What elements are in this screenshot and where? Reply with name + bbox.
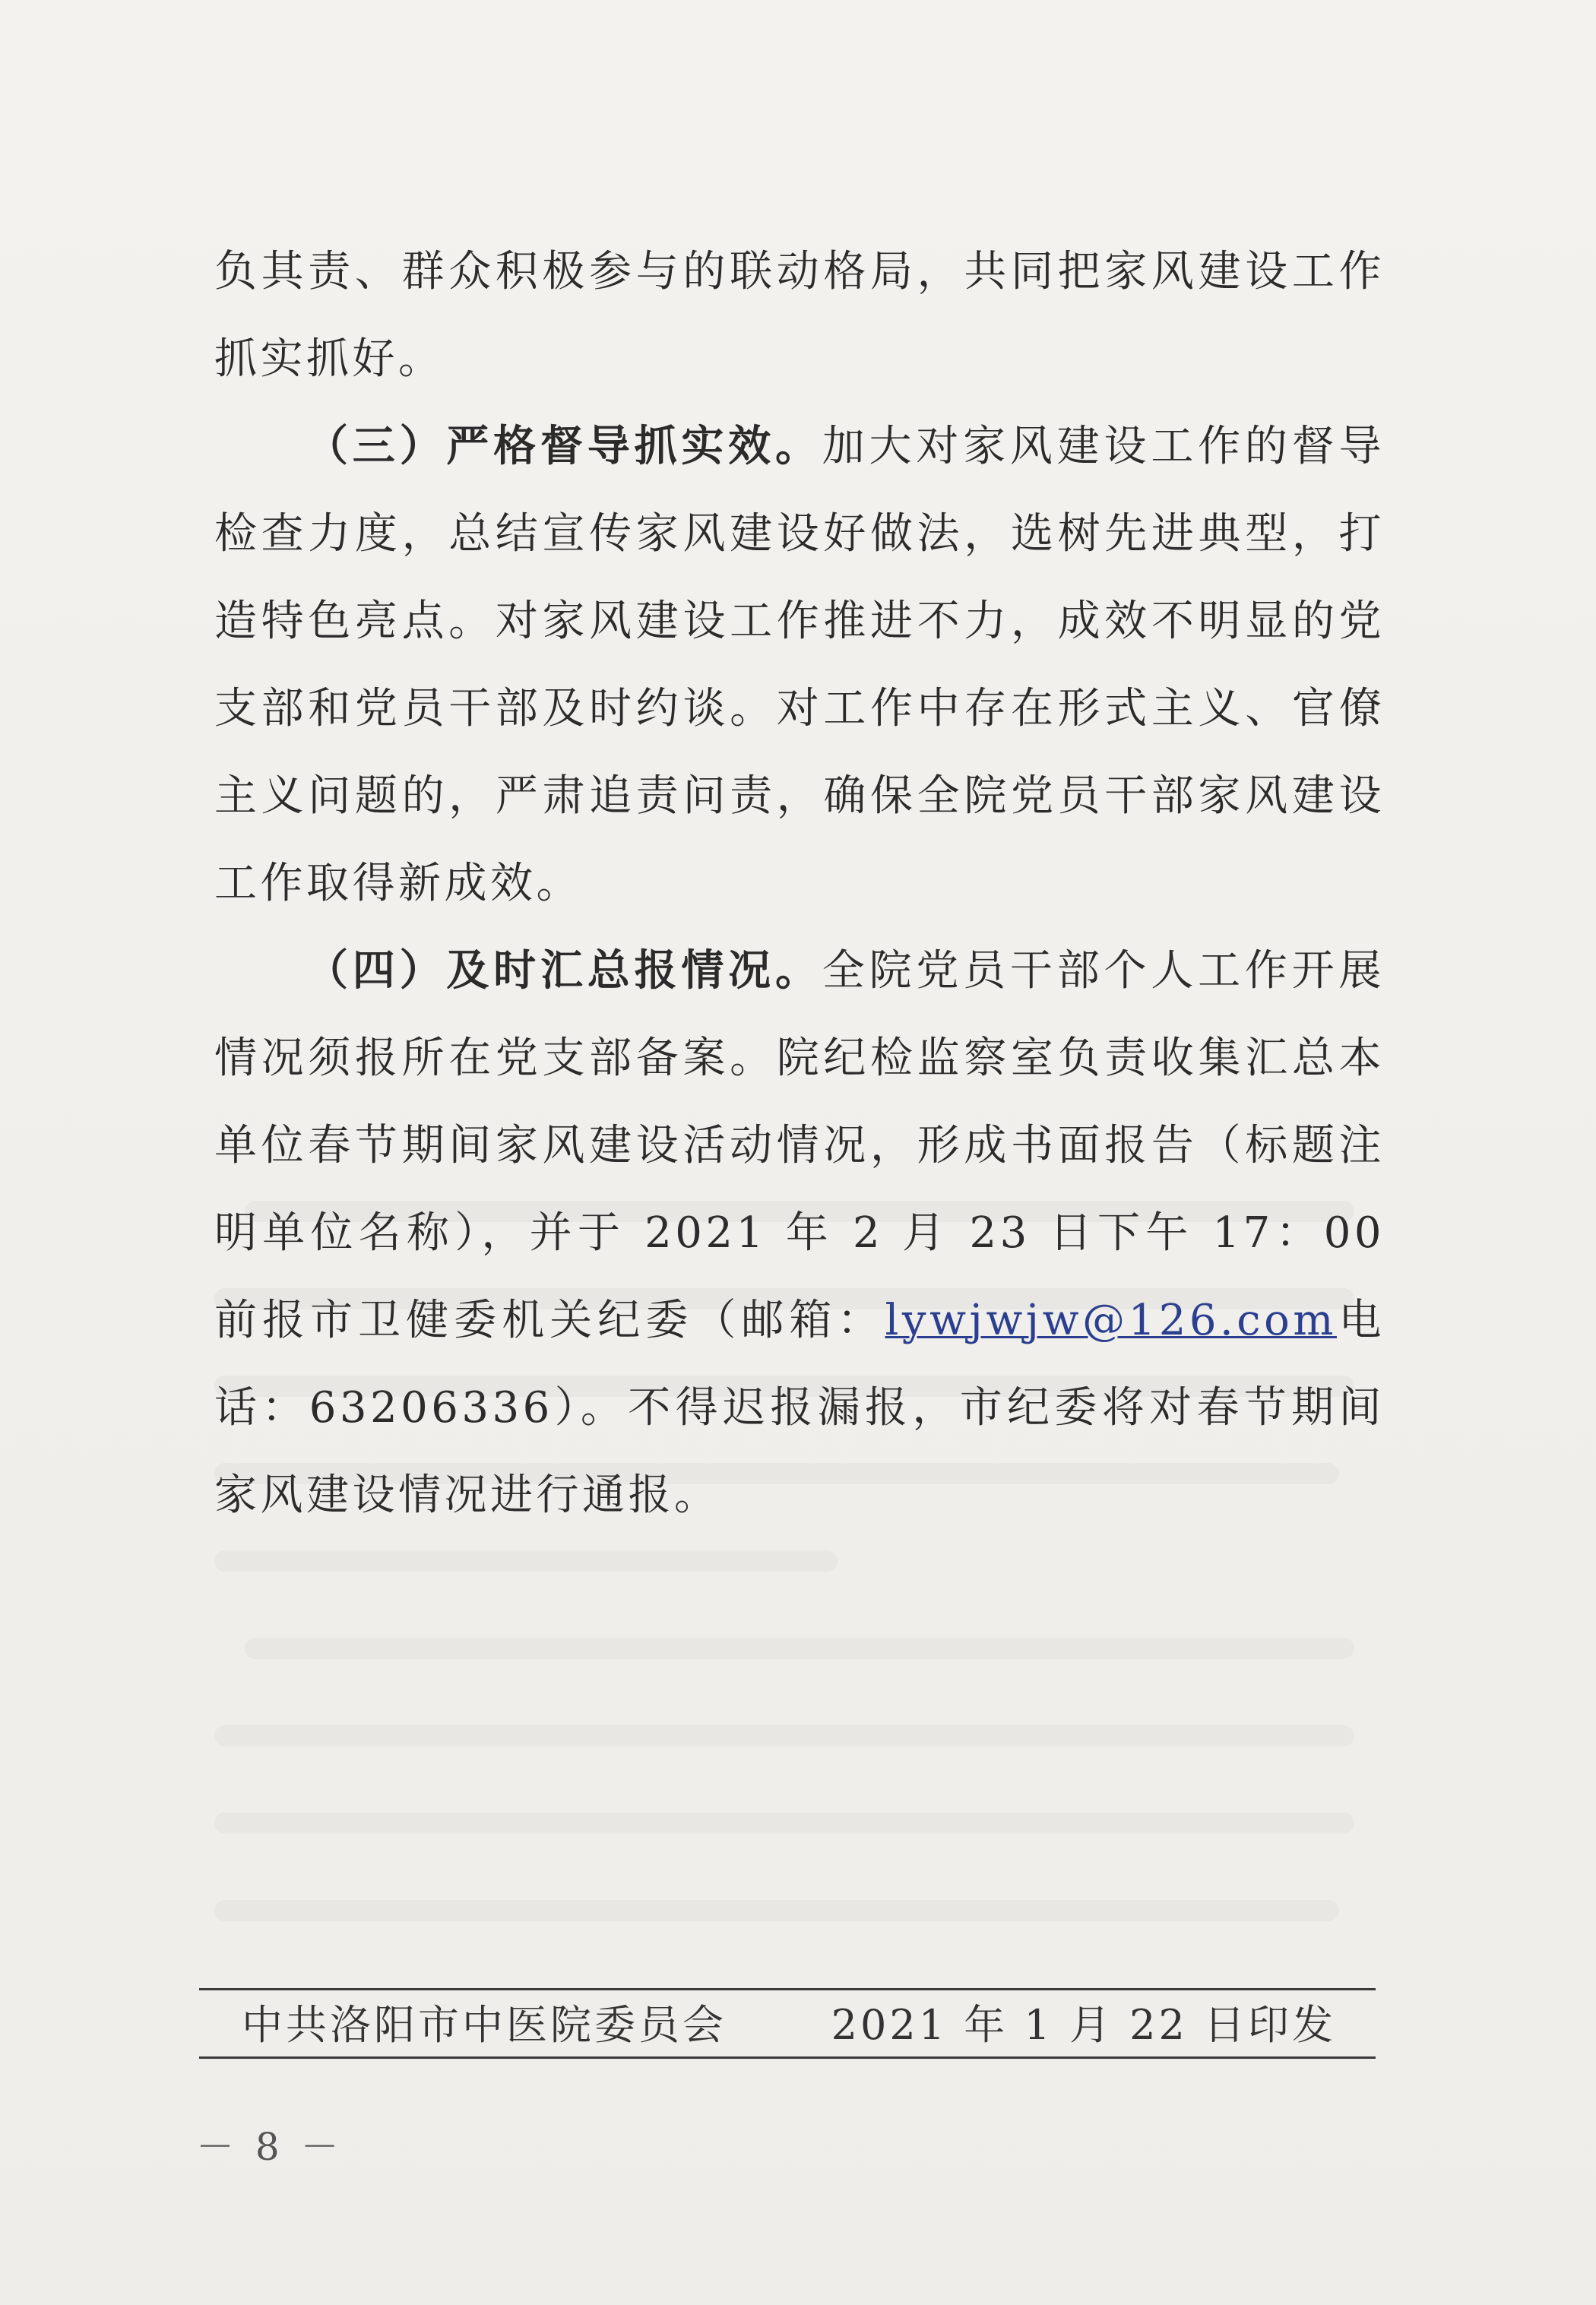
bleed-through-line (214, 1725, 1354, 1746)
section-heading: （三）严格督导抓实效。 (306, 421, 822, 471)
bleed-through-texture (214, 1186, 1385, 1946)
issue-date: 2021 年 1 月 22 日印发 (831, 2001, 1336, 2049)
bleed-through-line (214, 1463, 1339, 1484)
paragraph-supervision (214, 403, 1385, 927)
section-heading: （四）及时汇总报情况。 (306, 945, 822, 996)
email-link[interactable]: lywjwjw@126.com (885, 1296, 1337, 1345)
paragraph-text: 负其责、群众积极参与的联动格局，共同把家风建设工作抓实抓好。 (214, 247, 1385, 384)
bleed-through-line (214, 1288, 1354, 1309)
bleed-through-line (214, 1900, 1339, 1921)
bleed-through-line (245, 1201, 1354, 1222)
bleed-through-line (214, 1376, 1354, 1397)
paragraph-text: 加大对家风建设工作的督导检查力度，总结宣传家风建设好做法，选树先进典型，打造特色亮点。对家风建设工作推进不力，成效不明显的党支部和党员干部及时约谈。对工作中存在形式主义、官僚主义问题的，严肃追责问责，确保全院党员干部家风建设工作取得新成效。 (214, 422, 1385, 908)
paragraph-text: 全院党员干部个人工作开展情况须报所在党支部备案。院纪检监察室负责收集汇总本单位春节期间家风建设活动情况，形成书面报告（标题注明单位名称），并于 2021 年 2 月 23 日下午 17：00 前报市卫健委机关纪委（邮箱： (214, 946, 1385, 1345)
bleed-through-line (214, 1550, 838, 1572)
paragraph-text: 电话：63206336）。不得迟报漏报，市纪委将对春节期间家风建设情况进行通报。 (214, 1296, 1385, 1520)
issuer-name: 中共洛阳市中医院委员会 (242, 2001, 727, 2049)
bleed-through-line (214, 1813, 1354, 1834)
bleed-through-line (245, 1638, 1354, 1659)
paragraph-continuation (214, 228, 1385, 403)
footer-top-rule (199, 1988, 1376, 1990)
footer-bottom-rule (199, 2056, 1376, 2059)
page-number: － 8 － (196, 2125, 344, 2169)
